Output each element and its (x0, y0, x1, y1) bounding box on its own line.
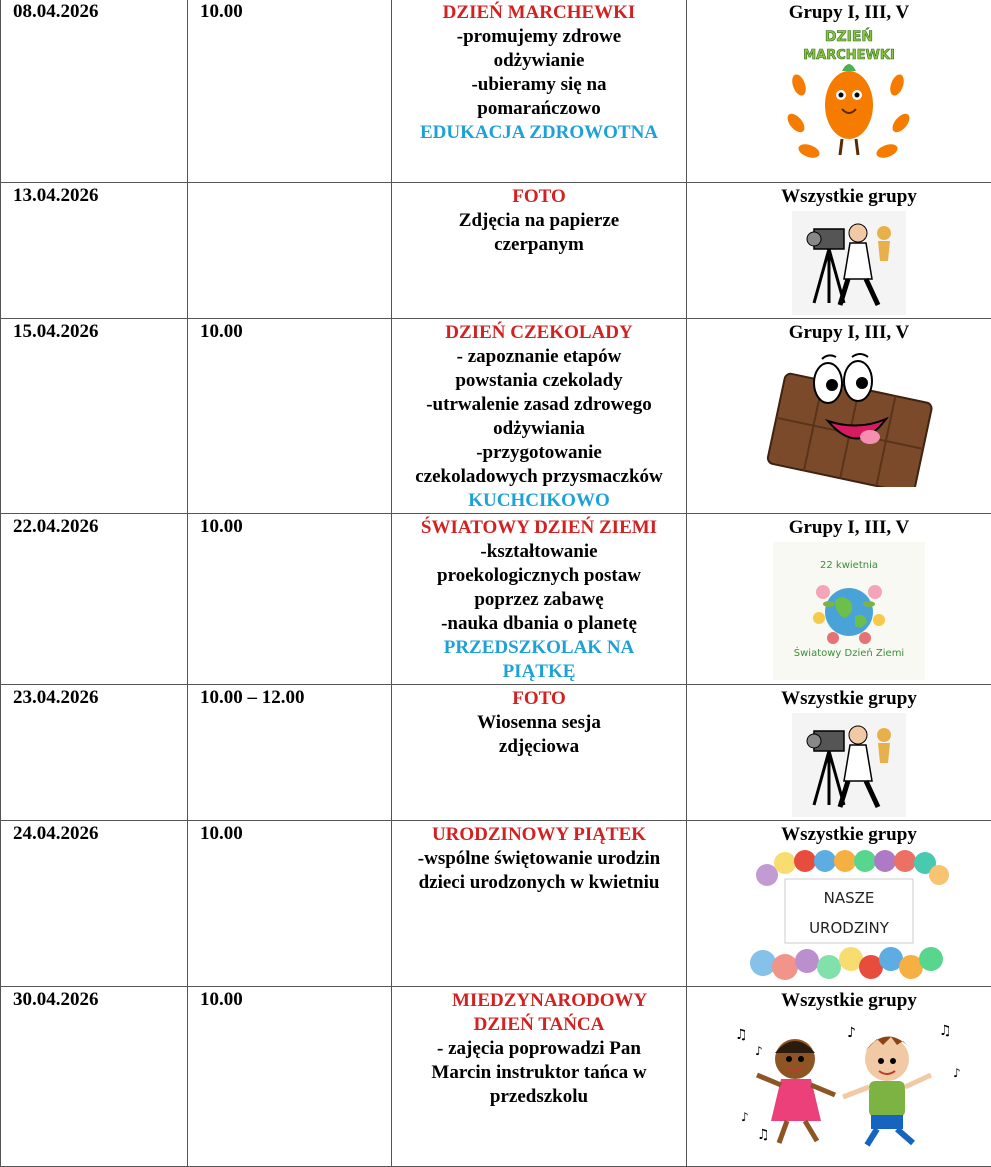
time-cell: 10.00 (188, 0, 392, 183)
table-row (1, 183, 991, 319)
event-title: FOTO (392, 687, 686, 711)
event-line: - zapoznanie etapów (392, 345, 686, 369)
event-line: Marcin instruktor tańca w (392, 1061, 686, 1085)
chocolate-bar-illustration (758, 347, 940, 487)
groups-label: Grupy I, III, V (687, 1, 991, 25)
time-cell: 10.00 (188, 514, 392, 685)
event-line: powstania czekolady (392, 369, 686, 393)
time-cell: 10.00 – 12.00 (188, 685, 392, 821)
svg-text:♫: ♫ (757, 1127, 770, 1143)
groups-cell (687, 0, 991, 183)
event-line: odżywianie (392, 49, 686, 73)
description-cell (392, 821, 687, 987)
groups-cell (687, 821, 991, 987)
event-line: przedszkolu (392, 1085, 686, 1109)
svg-text:♪: ♪ (755, 1044, 763, 1058)
event-title: ŚWIATOWY DZIEŃ ZIEMI (392, 516, 686, 540)
description-cell (392, 0, 687, 183)
groups-cell (687, 183, 991, 319)
event-tag: EDUKACJA ZDROWOTNA (392, 121, 686, 145)
description-cell (392, 319, 687, 514)
svg-text:♫: ♫ (939, 1023, 952, 1039)
svg-text:NASZE: NASZE (824, 889, 875, 907)
description-cell (392, 183, 687, 319)
time-cell: 10.00 (188, 821, 392, 987)
birthday-balloons-illustration (749, 849, 949, 985)
svg-text:URODZINY: URODZINY (809, 919, 890, 937)
groups-label: Wszystkie grupy (687, 185, 991, 209)
svg-text:♪: ♪ (953, 1066, 961, 1080)
photographer-illustration (792, 211, 906, 315)
event-tag: KUCHCIKOWO (392, 489, 686, 513)
event-title: FOTO (392, 185, 686, 209)
time-cell (188, 183, 392, 319)
table-row (1, 821, 991, 987)
groups-cell (687, 319, 991, 514)
photographer-illustration (792, 713, 906, 817)
event-line: -kształtowanie (392, 540, 686, 564)
time-cell: 10.00 (188, 987, 392, 1167)
date-cell: 30.04.2026 (1, 987, 188, 1167)
carrot-day-illustration (784, 27, 914, 167)
event-line: -ubieramy się na (392, 73, 686, 97)
event-line: - zajęcia poprowadzi Pan (392, 1037, 686, 1061)
date-cell: 15.04.2026 (1, 319, 188, 514)
event-line: zdjęciowa (392, 735, 686, 759)
date-cell: 24.04.2026 (1, 821, 188, 987)
dancing-kids-illustration (727, 1015, 971, 1151)
table-row (1, 514, 991, 685)
svg-text:MARCHEWKI: MARCHEWKI (803, 48, 895, 63)
event-line: -wspólne świętowanie urodzin (392, 847, 686, 871)
table-row (1, 685, 991, 821)
svg-text:22 kwietnia: 22 kwietnia (820, 560, 878, 571)
event-line: -przygotowanie (392, 441, 686, 465)
svg-text:Światowy Dzień Ziemi: Światowy Dzień Ziemi (794, 646, 904, 659)
event-title: DZIEŃ MARCHEWKI (392, 1, 686, 25)
date-cell: 23.04.2026 (1, 685, 188, 821)
groups-cell (687, 685, 991, 821)
event-line: odżywiania (392, 417, 686, 441)
event-line: Zdjęcia na papierze (392, 209, 686, 233)
description-cell (392, 685, 687, 821)
groups-label: Grupy I, III, V (687, 321, 991, 345)
event-line: czerpanym (392, 233, 686, 257)
event-title: MIEDZYNARODOWY DZIEŃ TAŃCA (392, 989, 686, 1037)
date-cell: 13.04.2026 (1, 183, 188, 319)
groups-label: Grupy I, III, V (687, 516, 991, 540)
table-row (1, 319, 991, 514)
groups-cell (687, 987, 991, 1167)
event-line: -utrwalenie zasad zdrowego (392, 393, 686, 417)
groups-cell (687, 514, 991, 685)
table-row (1, 0, 991, 183)
groups-label: Wszystkie grupy (687, 989, 991, 1013)
event-line: poprzez zabawę (392, 588, 686, 612)
date-cell: 08.04.2026 (1, 0, 188, 183)
event-line: pomarańczowo (392, 97, 686, 121)
earth-day-illustration (773, 542, 925, 680)
svg-text:♪: ♪ (741, 1110, 749, 1124)
description-cell (392, 987, 687, 1167)
event-line: Wiosenna sesja (392, 711, 686, 735)
table-row (1, 987, 991, 1167)
svg-text:DZIEŃ: DZIEŃ (825, 27, 873, 45)
event-line: dzieci urodzonych w kwietniu (392, 871, 686, 895)
svg-text:♫: ♫ (735, 1027, 748, 1043)
event-line: proekologicznych postaw (392, 564, 686, 588)
time-cell: 10.00 (188, 319, 392, 514)
event-title: URODZINOWY PIĄTEK (392, 823, 686, 847)
description-cell (392, 514, 687, 685)
date-cell: 22.04.2026 (1, 514, 188, 685)
event-tag: PRZEDSZKOLAK NA PIĄTKĘ (392, 636, 686, 684)
event-title: DZIEŃ CZEKOLADY (392, 321, 686, 345)
svg-text:♪: ♪ (847, 1025, 856, 1041)
groups-label: Wszystkie grupy (687, 823, 991, 847)
groups-label: Wszystkie grupy (687, 687, 991, 711)
event-line: czekoladowych przysmaczków (392, 465, 686, 489)
event-line: -nauka dbania o planetę (392, 612, 686, 636)
event-line: -promujemy zdrowe (392, 25, 686, 49)
